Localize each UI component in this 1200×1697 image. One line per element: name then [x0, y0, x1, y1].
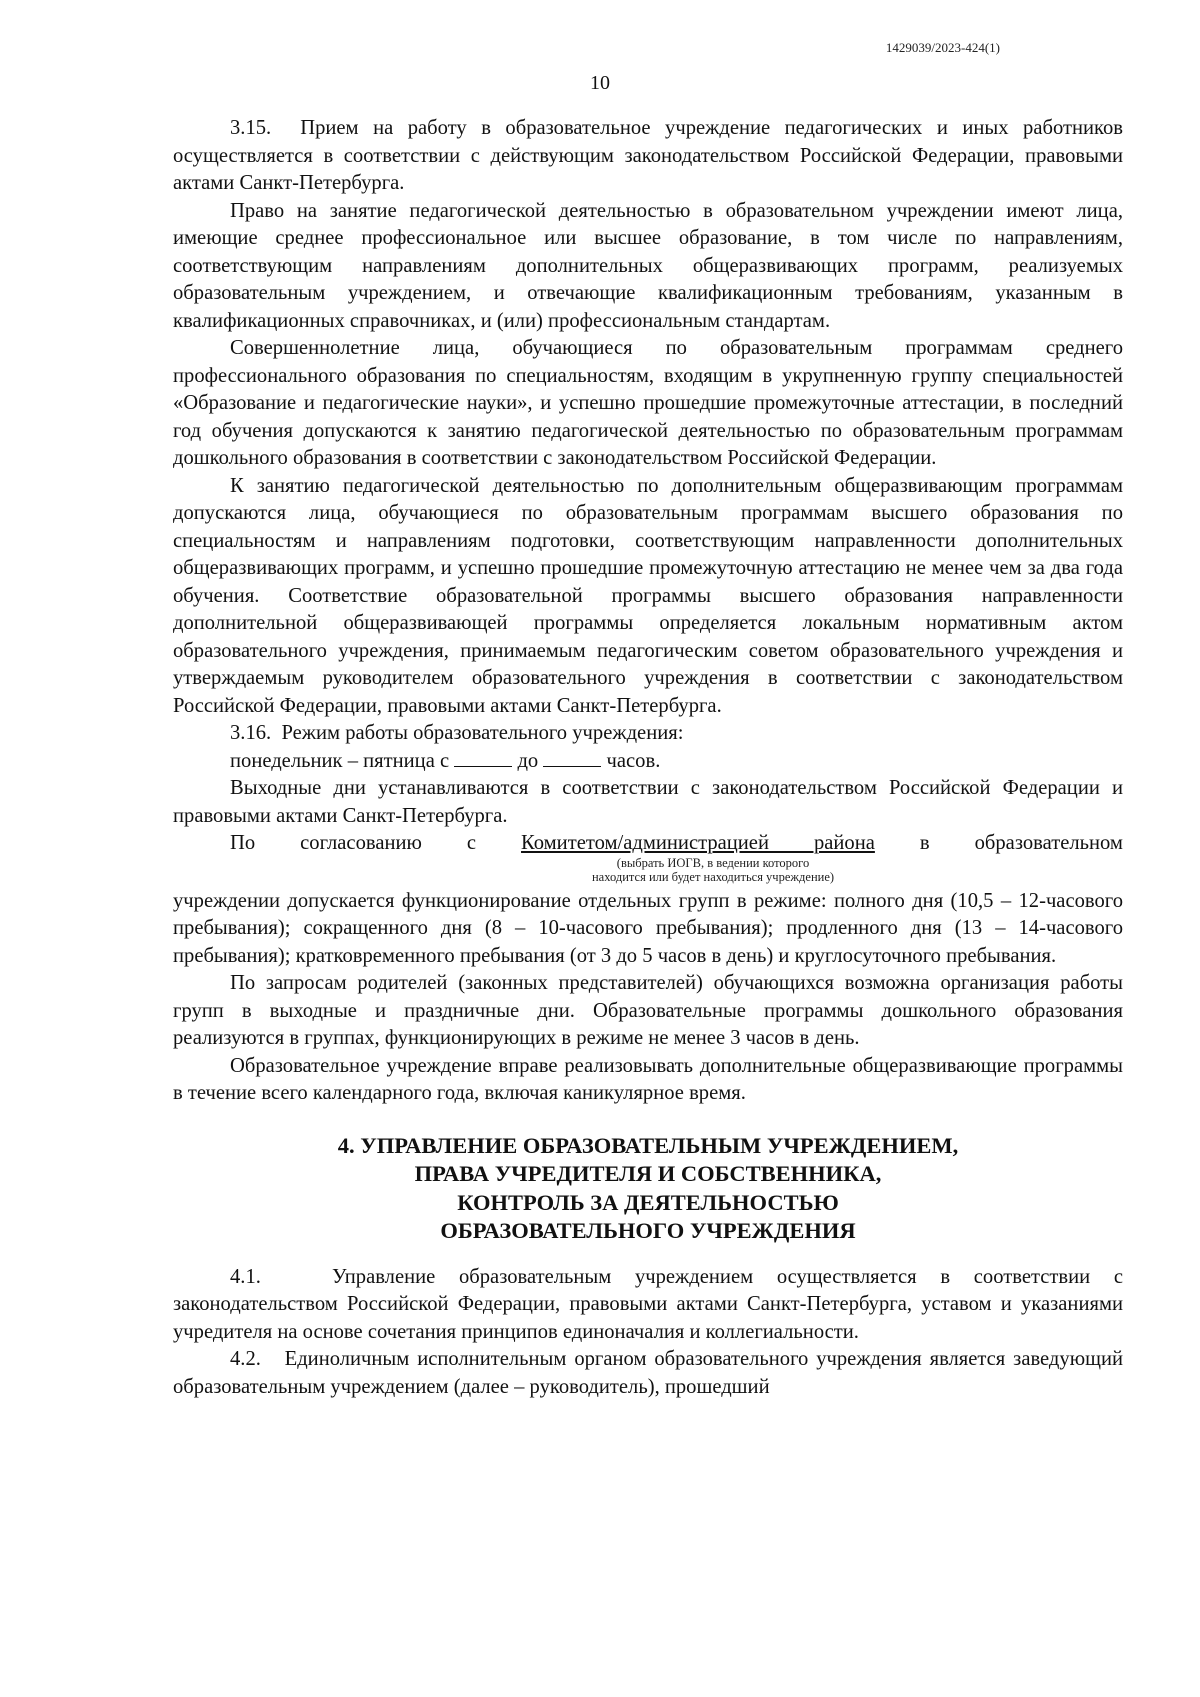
agreement-hint-line2: находится или будет находиться учреждение) — [591, 869, 835, 884]
document-body — [173, 115, 1123, 1401]
paragraph-parent-requests: По запросам родителей (законных представителей) обучающихся возможна организация работы групп в выходные и праздничные дни. Образовательные программы дошкольного образования реализуются в группах, функционирующих в режиме не менее 3 часов в день. — [173, 972, 1123, 1049]
schedule-suffix: часов. — [606, 749, 661, 772]
paragraph-4-2 — [173, 1346, 1123, 1401]
paragraph-adult-students: Совершеннолетние лица, обучающиеся по образовательным программам среднего профессионального образования по специальностям, входящим в укрупненную группу специальностей «Образование и педагогические науки», и успешно прошедшие промежуточные аттестации, в последний год обучения допускаются к занятию педагогической деятельностью по образовательным программам дошкольного образования в соответствии с законодательством Российской Федерации. — [173, 337, 1123, 469]
clause-text: Режим работы образовательного учреждения: — [281, 722, 684, 744]
agreement-hint-line1: (выбрать ИОГВ, в ведении которого — [616, 855, 810, 870]
clause-text: Управление образовательным учреждением осуществляется в соответствии с законодательством Российской Федерации, правовыми актами Санкт-Петербурга, уставом и указаниями учредителя на основе сочетания принципов единоначалия и коллегиальности. — [173, 1265, 1123, 1343]
paragraph-3-15 — [173, 115, 1123, 198]
heading-line: ПРАВА УЧРЕДИТЕЛЯ И СОБСТВЕННИКА, — [414, 1161, 882, 1186]
heading-line: КОНТРОЛЬ ЗА ДЕЯТЕЛЬНОСТЬЮ — [457, 1189, 839, 1215]
clause-number: 4.2. — [230, 1348, 261, 1370]
clause-text: Единоличным исполнительным органом образовательного учреждения является заведующий образовательным учреждением (далее – руководитель), прошедший — [173, 1348, 1123, 1398]
clause-text: Прием на работу в образовательное учреждение педагогических и иных работников осуществляется в соответствии с действующим законодательством Российской Федерации, правовыми актами Санкт-Петербурга. — [173, 117, 1124, 194]
section-4-heading — [173, 1132, 1123, 1246]
paragraph-additional-programs: Образовательное учреждение вправе реализовывать дополнительные общеразвивающие программы в течение всего календарного года, включая каникулярное время. — [173, 1054, 1123, 1104]
schedule-middle: до — [517, 749, 539, 772]
agreement-after: в образовательном — [919, 832, 1123, 854]
agreement-authority: Комитетом/администрацией района — [521, 832, 875, 854]
page-number: 10 — [590, 72, 610, 94]
document-number: 1429039/2023-424(1) — [885, 40, 1000, 55]
paragraph-teaching-right: Право на занятие педагогической деятельностью в образовательном учреждении имеют лица, имеющие среднее профессиональное или высшее образование, в том числе по направлениям, соответствующим направлениям дополнительных общеразвивающих программ, реализуемых образовательным учреждением, и отвечающие квалификационным требованиям, указанным в квалификационных справочниках, и (или) профессиональным стандартам. — [173, 199, 1123, 332]
agreement-hint — [173, 856, 1123, 884]
paragraph-agreement — [173, 830, 1123, 858]
paragraph-agreement-continuation: учреждении допускается функционирование отдельных групп в режиме: полного дня (10,5 – 12-часового пребывания); сокращенного дня (8 – 10-часового пребывания); продленного дня (13 – 14-часового пребывания); кратковременного пребывания (от 3 до 5 часов в день) и круглосуточного пребывания. — [173, 889, 1123, 967]
schedule-start-blank — [454, 748, 512, 767]
paragraph-3-16 — [173, 720, 1123, 748]
schedule-end-blank — [543, 748, 601, 767]
paragraph-higher-education-students: К занятию педагогической деятельностью по дополнительным общеразвивающим программам допускаются лица, обучающиеся по образовательным программам высшего образования по специальностям и направлениям подготовки, соответствующим направленности дополнительных общеразвивающих программ, и успешно прошедшие промежуточную аттестацию не менее чем за два года обучения. Соответствие образовательной программы высшего образования направленности дополнительной общеразвивающей программы определяется локальным нормативным актом образовательного учреждения, принимаемым педагогическим советом образовательного учреждения и утверждаемым руководителем образовательного учреждения в соответствии с законодательством Российской Федерации, правовыми актами Санкт-Петербурга. — [173, 474, 1123, 717]
clause-number: 4.1. — [230, 1265, 261, 1288]
clause-number: 3.15. — [230, 117, 272, 139]
paragraph-schedule — [173, 748, 1123, 776]
schedule-prefix: понедельник – пятница с — [230, 749, 450, 772]
clause-number: 3.16. — [230, 722, 272, 744]
paragraph-weekends: Выходные дни устанавливаются в соответствии с законодательством Российской Федерации и правовыми актами Санкт-Петербурга. — [173, 777, 1123, 827]
agreement-before: По согласованию с — [230, 832, 477, 854]
heading-line: 4. УПРАВЛЕНИЕ ОБРАЗОВАТЕЛЬНЫМ УЧРЕЖДЕНИЕМ, — [337, 1132, 959, 1158]
heading-line: ОБРАЗОВАТЕЛЬНОГО УЧРЕЖДЕНИЯ — [440, 1218, 856, 1243]
paragraph-4-1 — [173, 1264, 1123, 1347]
